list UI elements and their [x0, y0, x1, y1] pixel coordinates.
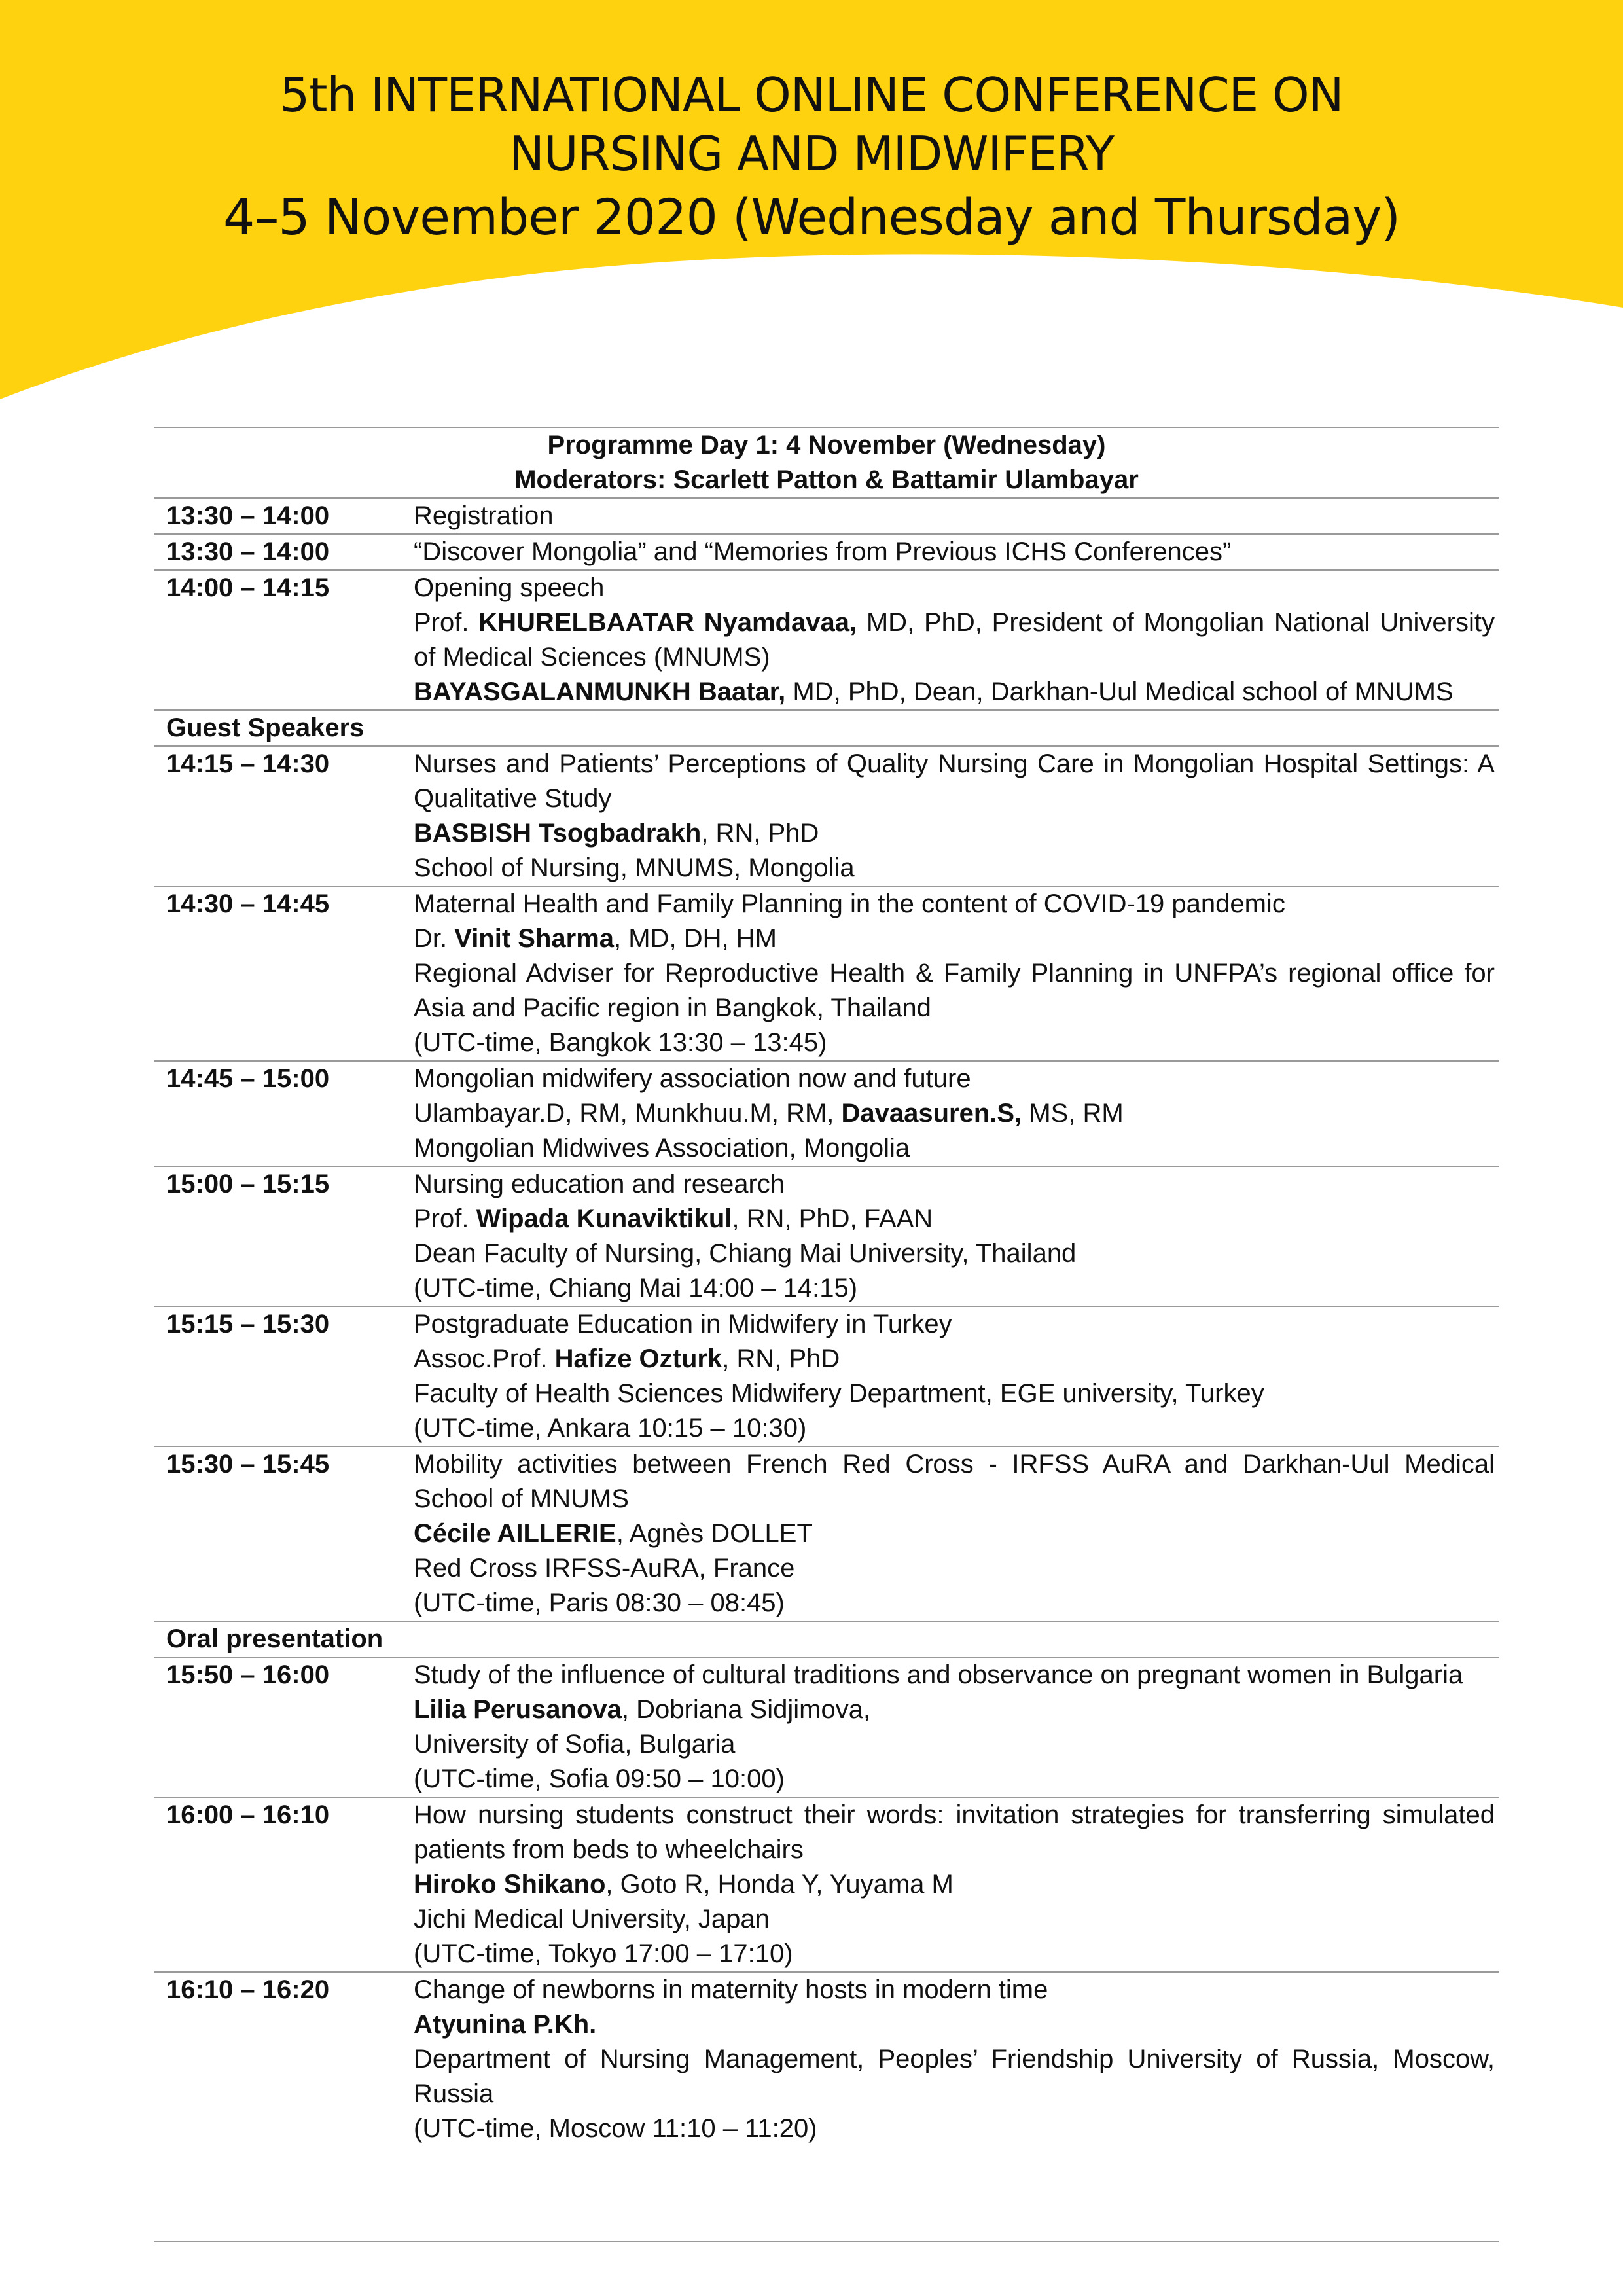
speaker-credentials: , Dobriana Sidjimova,: [621, 1695, 871, 1724]
session-time: 16:00 – 16:10: [166, 1801, 330, 1829]
session-time: 15:00 – 15:15: [166, 1170, 330, 1198]
session-title: Maternal Health and Family Planning in the content of COVID-19 pandemic: [414, 889, 1285, 918]
speaker-credentials: , RN, PhD: [722, 1344, 840, 1373]
title-line-2: NURSING AND MIDWIFERY: [508, 126, 1115, 181]
speaker-line: [414, 605, 1495, 675]
speaker-others: Ulambayar.D, RM, Munkhuu.M, RM,: [414, 1099, 842, 1128]
conference-title: [0, 65, 1623, 249]
speaker-line: [414, 922, 1495, 956]
session-details: [414, 571, 1499, 709]
session-details: [414, 1447, 1499, 1621]
speaker-line: [414, 1516, 1495, 1551]
table-row: [154, 499, 1499, 535]
session-title: Registration: [414, 501, 554, 530]
table-row: [154, 1062, 1499, 1167]
speaker-credentials: MD, PhD, Dean, Darkhan-Uul Medical school of MNUMS: [785, 677, 1454, 706]
speaker-affiliation: Faculty of Health Sciences Midwifery Department, EGE university, Turkey: [414, 1379, 1264, 1408]
speaker-affiliation: Jichi Medical University, Japan: [414, 1905, 770, 1933]
speaker-name: Hafize Ozturk: [554, 1344, 722, 1373]
speaker-name: Davaasuren.S,: [841, 1099, 1022, 1128]
session-details: [414, 887, 1499, 1060]
utc-time: (UTC-time, Sofia 09:50 – 10:00): [414, 1765, 785, 1793]
table-row: [154, 571, 1499, 711]
section-guest-speakers: Guest Speakers: [154, 711, 1499, 747]
speaker-affiliation: Red Cross IRFSS-AuRA, France: [414, 1554, 795, 1583]
speaker-line: [414, 675, 1495, 709]
table-row: [154, 1167, 1499, 1307]
speaker-name: BASBISH Tsogbadrakh: [414, 819, 702, 848]
programme-moderators: Moderators: Scarlett Patton & Battamir Ulambayar: [514, 465, 1139, 494]
utc-time: (UTC-time, Moscow 11:10 – 11:20): [414, 2114, 817, 2143]
title-dates: 4–5 November 2020 (Wednesday and Thursday): [223, 188, 1400, 246]
session-time: 14:15 – 14:30: [166, 749, 330, 778]
session-title: Nurses and Patients’ Perceptions of Quality Nursing Care in Mongolian Hospital Settings: A Qualitative Study: [414, 749, 1495, 813]
session-title: Opening speech: [414, 573, 605, 602]
programme-table: [154, 427, 1499, 2146]
speaker-name: Hiroko Shikano: [414, 1870, 606, 1899]
session-title: Mobility activities between French Red Cross - IRFSS AuRA and Darkhan-Uul Medical School of MNUMS: [414, 1450, 1495, 1513]
title-line-1: 5th INTERNATIONAL ONLINE CONFERENCE ON: [279, 67, 1344, 122]
session-title: Change of newborns in maternity hosts in modern time: [414, 1975, 1048, 2004]
session-details: [414, 1062, 1499, 1166]
speaker-affiliation: University of Sofia, Bulgaria: [414, 1730, 736, 1759]
table-row: [154, 887, 1499, 1062]
speaker-affiliation: Mongolian Midwives Association, Mongolia: [414, 1134, 910, 1162]
speaker-line: [414, 1342, 1495, 1376]
speaker-credentials: , RN, PhD: [701, 819, 819, 848]
speaker-prefix: Prof.: [414, 608, 479, 637]
speaker-credentials: , Agnès DOLLET: [616, 1519, 813, 1548]
session-time: 15:50 – 16:00: [166, 1660, 330, 1689]
speaker-name: KHURELBAATAR Nyamdavaa,: [478, 608, 857, 637]
speaker-credentials: , MD, DH, HM: [614, 924, 777, 953]
session-details: [414, 1798, 1499, 1971]
speaker-credentials: MS, RM: [1022, 1099, 1124, 1128]
session-details: [414, 1307, 1499, 1446]
utc-time: (UTC-time, Ankara 10:15 – 10:30): [414, 1414, 807, 1443]
speaker-prefix: Prof.: [414, 1204, 476, 1233]
session-time: 15:15 – 15:30: [166, 1310, 330, 1338]
speaker-credentials: , RN, PhD, FAAN: [732, 1204, 933, 1233]
session-time: 14:45 – 15:00: [166, 1064, 330, 1093]
table-row: [154, 1307, 1499, 1447]
session-time: 16:10 – 16:20: [166, 1975, 330, 2004]
session-details: [414, 1167, 1499, 1306]
speaker-prefix: Assoc.Prof.: [414, 1344, 555, 1373]
bottom-rule: [154, 2241, 1499, 2242]
speaker-affiliation: School of Nursing, MNUMS, Mongolia: [414, 853, 855, 882]
speaker-name: Atyunina P.Kh.: [414, 2010, 597, 2039]
session-details: [414, 1973, 1499, 2146]
speaker-line: [414, 1096, 1495, 1131]
programme-header: [154, 427, 1499, 499]
table-row: [154, 1798, 1499, 1973]
speaker-line: [414, 2007, 1495, 2042]
session-title: “Discover Mongolia” and “Memories from Previous ICHS Conferences”: [414, 537, 1232, 566]
session-title: Mongolian midwifery association now and future: [414, 1064, 971, 1093]
session-time: 14:00 – 14:15: [166, 573, 330, 602]
table-row: [154, 1658, 1499, 1798]
speaker-name: Wipada Kunaviktikul: [476, 1204, 732, 1233]
table-row: [154, 1973, 1499, 2146]
speaker-credentials: MD, PhD, President of Mongolian National University of Medical Sciences (MNUMS): [414, 608, 1495, 672]
speaker-name: Lilia Perusanova: [414, 1695, 622, 1724]
utc-time: (UTC-time, Chiang Mai 14:00 – 14:15): [414, 1274, 858, 1302]
speaker-prefix: Dr.: [414, 924, 455, 953]
table-row: [154, 747, 1499, 887]
speaker-line: [414, 1693, 1495, 1727]
session-time: 14:30 – 14:45: [166, 889, 330, 918]
utc-time: (UTC-time, Bangkok 13:30 – 13:45): [414, 1028, 827, 1057]
section-oral-presentation: Oral presentation: [154, 1622, 1499, 1658]
speaker-line: [414, 816, 1495, 851]
speaker-name: Cécile AILLERIE: [414, 1519, 616, 1548]
session-details: [414, 1658, 1499, 1797]
speaker-affiliation: Regional Adviser for Reproductive Health & Family Planning in UNFPA’s regional office for Asia and Pacific region in Bangkok, Thailand: [414, 959, 1495, 1022]
session-time: 15:30 – 15:45: [166, 1450, 330, 1479]
session-time: 13:30 – 14:00: [166, 501, 330, 530]
speaker-line: [414, 1202, 1495, 1236]
table-row: [154, 535, 1499, 571]
session-time: 13:30 – 14:00: [166, 537, 330, 566]
utc-time: (UTC-time, Paris 08:30 – 08:45): [414, 1588, 785, 1617]
speaker-affiliation: Department of Nursing Management, Peoples’ Friendship University of Russia, Moscow, Russia: [414, 2045, 1495, 2108]
programme-title: Programme Day 1: 4 November (Wednesday): [547, 431, 1106, 459]
table-row: [154, 1447, 1499, 1622]
session-title: Nursing education and research: [414, 1170, 785, 1198]
session-details: [414, 747, 1499, 886]
speaker-credentials: , Goto R, Honda Y, Yuyama M: [605, 1870, 954, 1899]
utc-time: (UTC-time, Tokyo 17:00 – 17:10): [414, 1939, 793, 1968]
session-title: How nursing students construct their words: invitation strategies for transferring simulated patients from beds to wheelchairs: [414, 1801, 1495, 1864]
speaker-name: Vinit Sharma: [454, 924, 615, 953]
speaker-line: [414, 1867, 1495, 1902]
speaker-affiliation: Dean Faculty of Nursing, Chiang Mai University, Thailand: [414, 1239, 1077, 1268]
session-title: Study of the influence of cultural traditions and observance on pregnant women in Bulgaria: [414, 1660, 1463, 1689]
speaker-name: BAYASGALANMUNKH Baatar,: [414, 677, 786, 706]
session-title: Postgraduate Education in Midwifery in Turkey: [414, 1310, 952, 1338]
